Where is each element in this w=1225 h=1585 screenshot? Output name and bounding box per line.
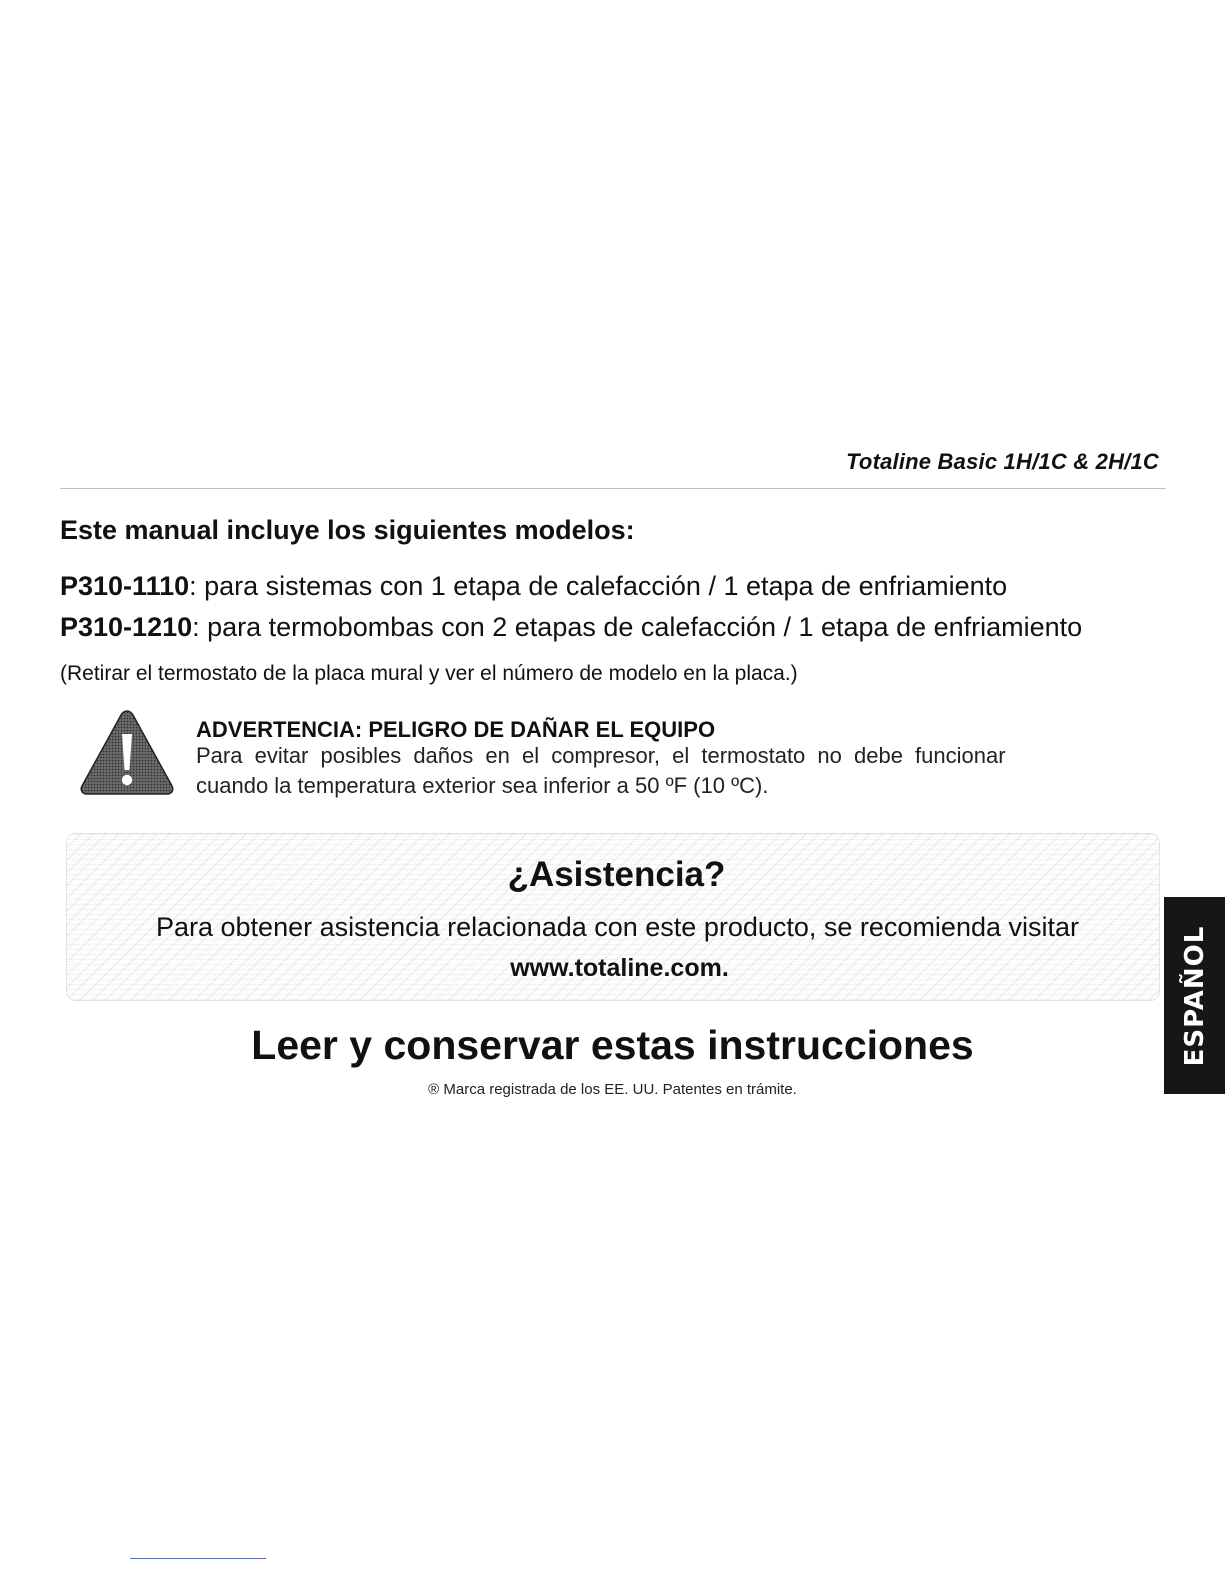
assistance-text: Para obtener asistencia relacionada con este producto, se recomienda visitar xyxy=(155,912,1080,942)
trademark-notice: ® Marca registrada de los EE. UU. Patentes en trámite. xyxy=(428,1081,797,1098)
read-and-keep-heading: Leer y conservar estas instrucciones xyxy=(251,1022,974,1068)
models-heading: Este manual incluye los siguientes modelos: xyxy=(60,515,635,545)
warning-text: cuando la temperatura exterior sea inferior a 50 ºF (10 ºC). xyxy=(196,773,769,798)
model-code: P310-1110 xyxy=(60,571,190,601)
document-header-title: Totaline Basic 1H/1C & 2H/1C xyxy=(846,449,1159,474)
language-tab-label: ESPAÑOL xyxy=(1179,925,1210,1066)
warning-title: ADVERTENCIA: PELIGRO DE DAÑAR EL EQUIPO xyxy=(196,717,716,742)
model-location-note: (Retirar el termostato de la placa mural y ver el número de modelo en la placa.) xyxy=(60,662,798,685)
model-item xyxy=(60,612,1082,643)
language-tab xyxy=(1164,897,1225,1094)
website-link[interactable]: www.totaline.com. xyxy=(510,954,729,982)
assistance-title: ¿Asistencia? xyxy=(507,855,726,894)
header-divider xyxy=(60,488,1166,489)
model-description: : para sistemas con 1 etapa de calefacción / 1 etapa de enfriamiento xyxy=(189,571,1008,601)
footer-link-underline xyxy=(130,1558,266,1559)
warning-triangle-icon xyxy=(78,708,176,796)
model-code: P310-1210 xyxy=(60,612,193,642)
model-description: : para termobombas con 2 etapas de calefacción / 1 etapa de enfriamiento xyxy=(192,612,1083,642)
warning-text: Para evitar posibles daños en el compresor, el termostato no debe funcionar xyxy=(196,743,1006,768)
model-item xyxy=(60,571,1007,602)
